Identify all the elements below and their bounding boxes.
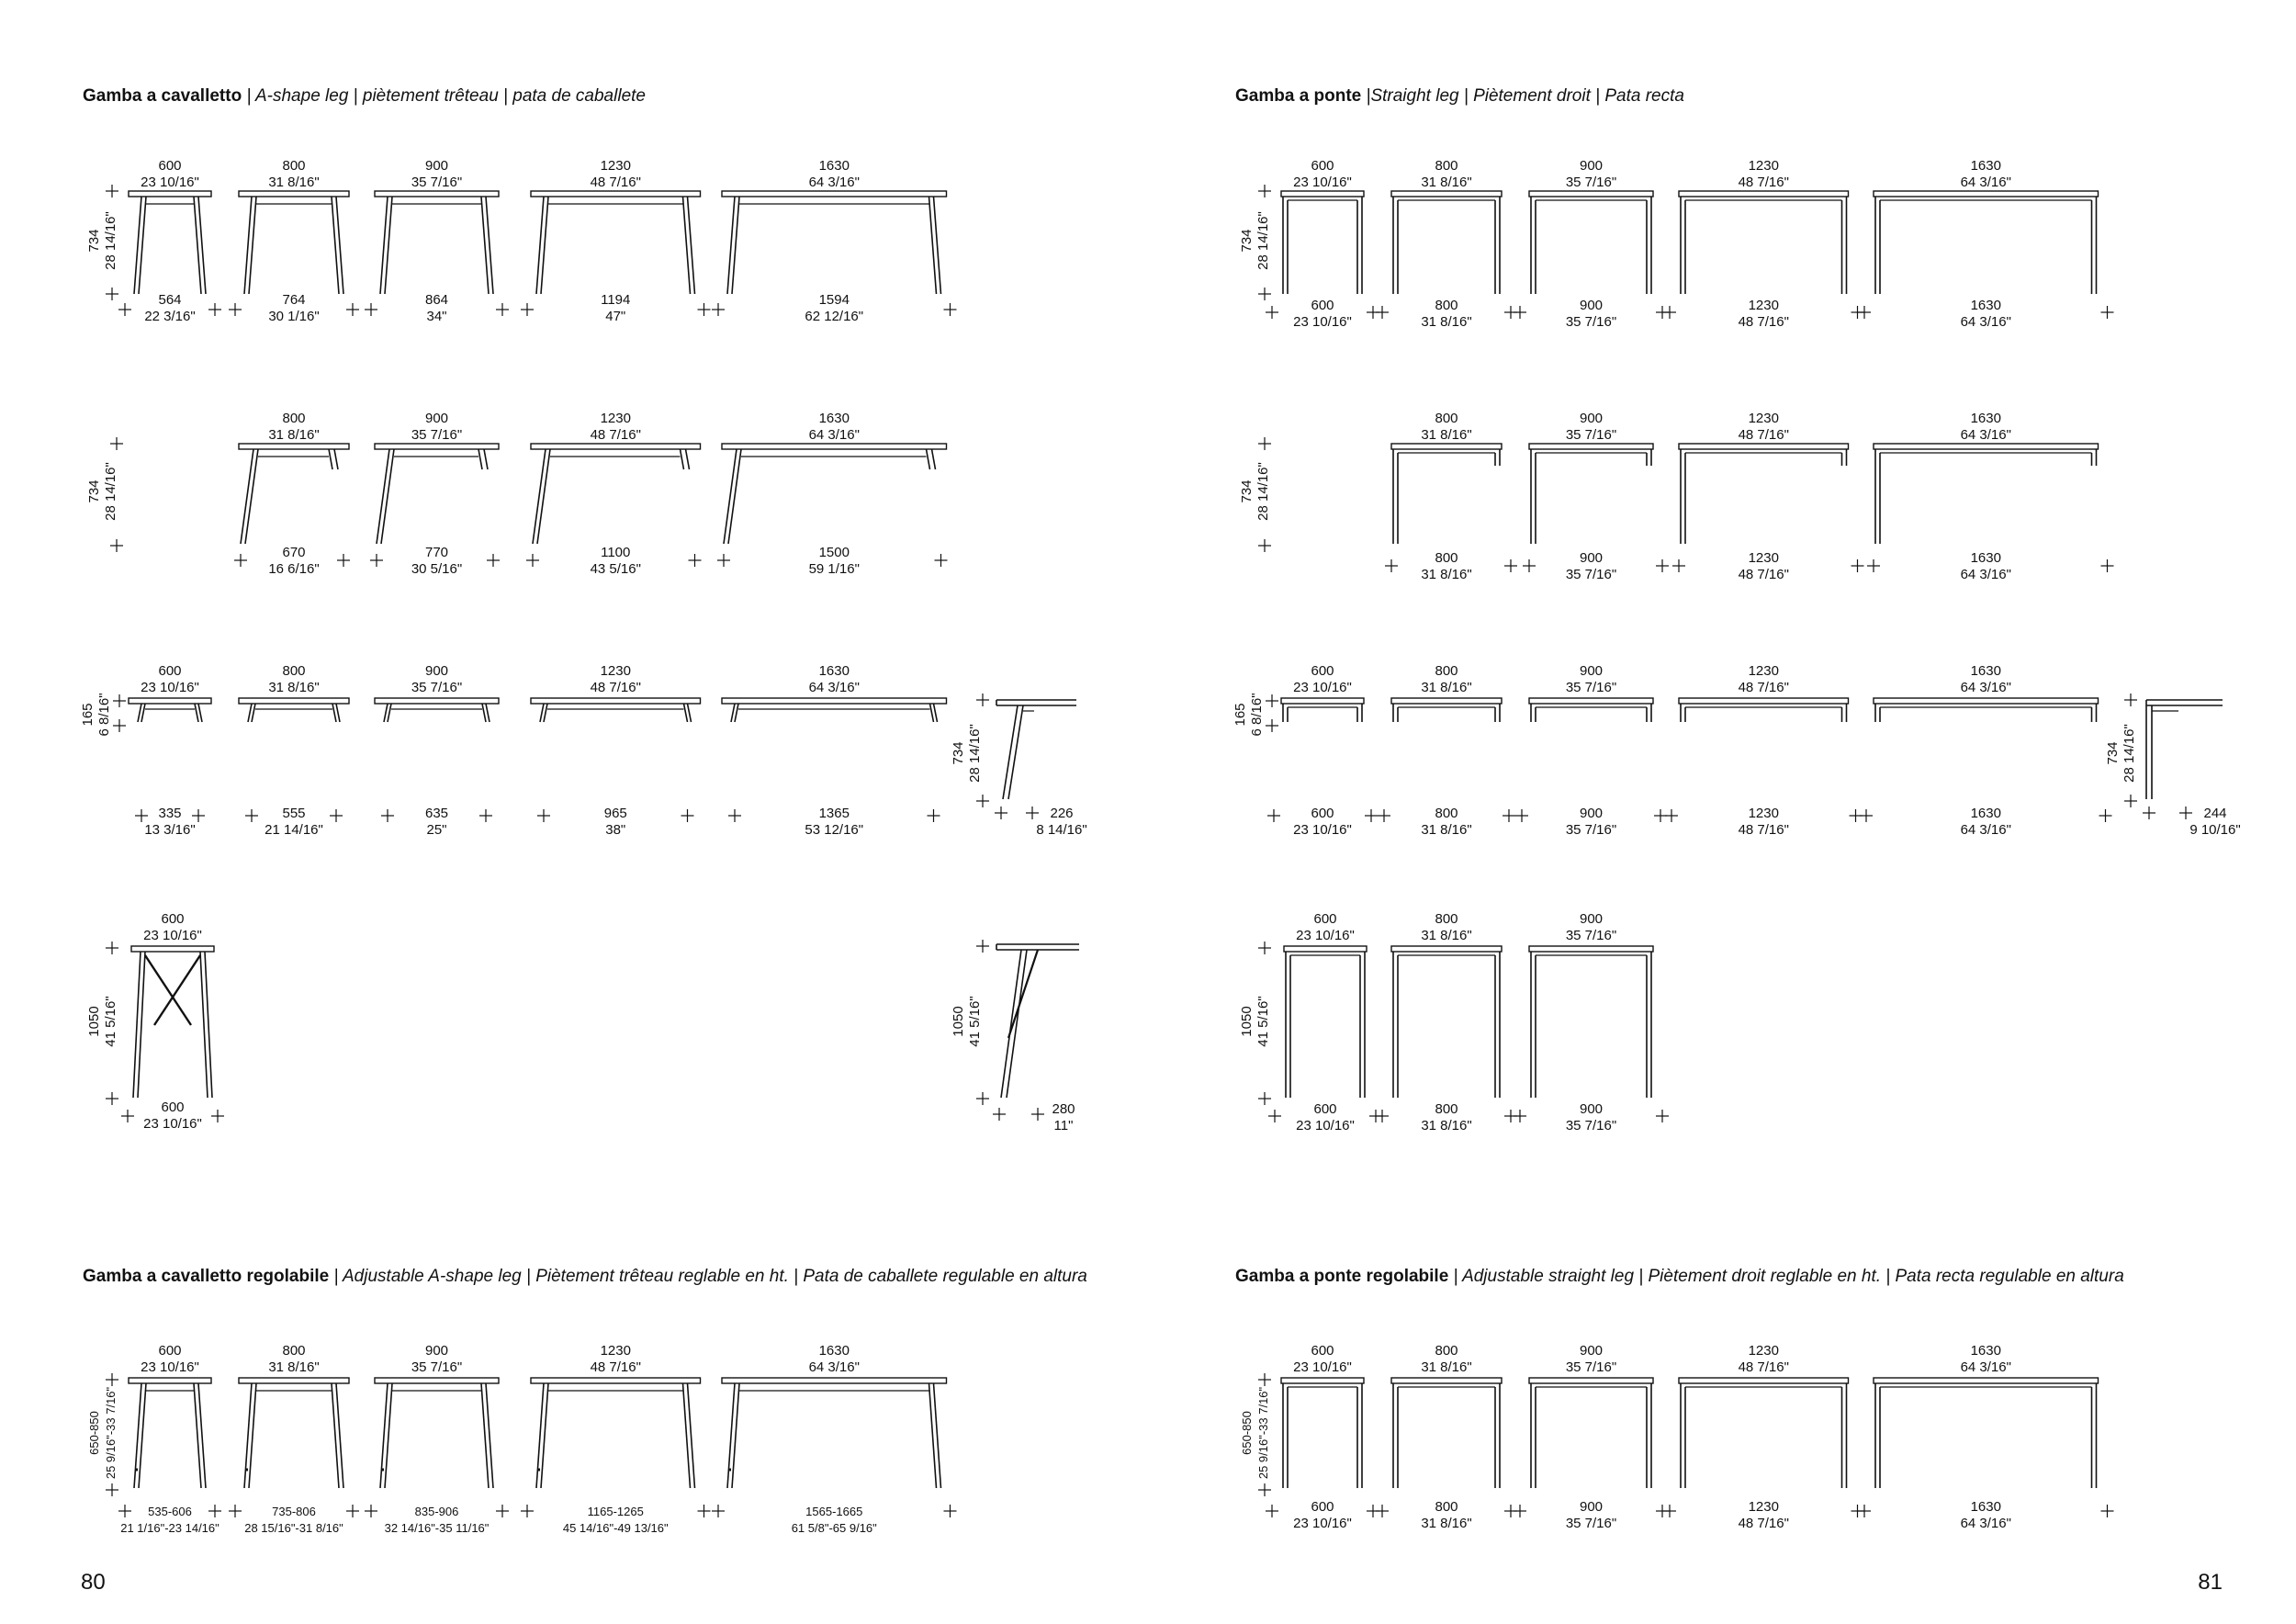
drawing-line bbox=[329, 449, 332, 469]
table-top bbox=[129, 191, 211, 197]
dimension-mm: 900 bbox=[1579, 911, 1604, 927]
dimension-mm: 600 bbox=[161, 1100, 185, 1115]
height-mm: 650-850 bbox=[1240, 1411, 1254, 1455]
dimension-mm: 1630 bbox=[818, 158, 850, 174]
dimension-inch: 62 12/16" bbox=[805, 309, 864, 324]
dimension-mm: 835-906 bbox=[414, 1505, 459, 1518]
dimension-mm: 764 bbox=[282, 292, 306, 308]
table-top bbox=[1679, 698, 1849, 704]
dimension-inch: 23 10/16" bbox=[1293, 1359, 1352, 1375]
dimension-mm: 1500 bbox=[818, 545, 850, 560]
dimension-mm: 800 bbox=[1435, 1343, 1458, 1359]
table-top bbox=[1391, 444, 1502, 449]
drawing-line bbox=[198, 704, 202, 722]
dimension-mm: 1230 bbox=[1748, 298, 1779, 313]
height-mm: 734 bbox=[1239, 479, 1255, 503]
dimension-mm: 600 bbox=[1311, 1499, 1334, 1515]
drawing-line bbox=[934, 704, 938, 722]
section-title-straight-adjustable bbox=[1235, 1267, 2124, 1286]
table-top bbox=[1874, 1378, 2099, 1383]
dimension-inch: 31 8/16" bbox=[1421, 822, 1472, 838]
dimension-inch: 43 5/16" bbox=[590, 561, 641, 577]
height-mm: 734 bbox=[86, 479, 102, 503]
dimension-inch: 59 1/16" bbox=[808, 561, 860, 577]
dimension-inch: 31 8/16" bbox=[1421, 1118, 1472, 1133]
dimension-inch: 61 5/8"-65 9/16" bbox=[791, 1521, 877, 1535]
dimension-inch: 64 3/16" bbox=[808, 1359, 860, 1375]
dimension-inch: 23 10/16" bbox=[1293, 314, 1352, 330]
dimension-inch: 23 10/16" bbox=[141, 680, 199, 695]
dimension-inch: 48 7/16" bbox=[1738, 1516, 1789, 1531]
dimension-mm: 1230 bbox=[600, 663, 631, 679]
dimension-mm: 1594 bbox=[818, 292, 850, 308]
table-top bbox=[239, 444, 349, 449]
dimension-mm: 1230 bbox=[600, 1343, 631, 1359]
dimension-inch: 64 3/16" bbox=[1960, 427, 2011, 443]
drawing-line bbox=[927, 449, 930, 469]
drawing-line bbox=[1007, 950, 1027, 1098]
dimension-inch: 45 14/16"-49 13/16" bbox=[562, 1521, 669, 1535]
dimension-mm: 864 bbox=[424, 292, 449, 308]
dimension-inch: 31 8/16" bbox=[1421, 175, 1472, 190]
dimension-inch: 35 7/16" bbox=[411, 1359, 463, 1375]
drawing-line bbox=[482, 704, 486, 722]
dimension-mm: 900 bbox=[1579, 1499, 1604, 1515]
drawing-line bbox=[686, 449, 690, 469]
drawing-line bbox=[334, 449, 338, 469]
table-top bbox=[531, 444, 701, 449]
title-bold: Gamba a cavalletto regolabile bbox=[83, 1267, 330, 1286]
dimension-inch: 48 7/16" bbox=[1738, 1359, 1789, 1375]
title-translations: | Adjustable straight leg | Piètement droit reglable en ht. | Pata recta regulable en altura bbox=[1448, 1267, 2124, 1286]
dimension-inch: 34" bbox=[426, 309, 447, 324]
dimension-mm: 600 bbox=[158, 663, 182, 679]
dimension-inch: 48 7/16" bbox=[1738, 567, 1789, 582]
table-top bbox=[1281, 191, 1364, 197]
table-top bbox=[531, 698, 701, 704]
height-mm: 650-850 bbox=[87, 1411, 101, 1455]
dimension-mm: 800 bbox=[1435, 911, 1458, 927]
dimension-inch: 35 7/16" bbox=[1565, 567, 1617, 582]
table-top bbox=[1391, 946, 1502, 952]
dimension-inch: 48 7/16" bbox=[1738, 680, 1789, 695]
table-top bbox=[129, 1378, 211, 1383]
dimension-mm: 800 bbox=[1435, 158, 1458, 174]
height-mm: 1050 bbox=[86, 1006, 102, 1037]
dimension-inch: 35 7/16" bbox=[1565, 427, 1617, 443]
drawing-line bbox=[1008, 950, 1038, 1038]
dimension-mm: 900 bbox=[1579, 1343, 1604, 1359]
dimension-mm: 1630 bbox=[1970, 298, 2001, 313]
dimension-mm: 226 bbox=[1050, 806, 1074, 821]
dimension-mm: 900 bbox=[424, 158, 449, 174]
dimension-mm: 800 bbox=[1435, 806, 1458, 821]
height-mm: 734 bbox=[2105, 741, 2121, 765]
dimension-inch: 30 5/16" bbox=[411, 561, 463, 577]
dimension-mm: 600 bbox=[1313, 911, 1337, 927]
drawing-line bbox=[484, 449, 488, 469]
height-inch: 41 5/16" bbox=[103, 996, 118, 1047]
dimension-mm: 1230 bbox=[1748, 550, 1779, 566]
dimension-inch: 31 8/16" bbox=[268, 1359, 320, 1375]
dimension-mm: 635 bbox=[424, 806, 449, 821]
table-top bbox=[1391, 1378, 1502, 1383]
dimension-inch: 64 3/16" bbox=[1960, 567, 2011, 582]
dimension-mm: 1630 bbox=[1970, 663, 2001, 679]
drawing-line bbox=[154, 955, 200, 1025]
dimension-inch: 48 7/16" bbox=[1738, 314, 1789, 330]
dimension-mm: 335 bbox=[158, 806, 182, 821]
table-top bbox=[239, 698, 349, 704]
dimension-mm: 900 bbox=[1579, 806, 1604, 821]
drawing-line bbox=[248, 704, 252, 722]
dimension-mm: 1230 bbox=[1748, 1343, 1779, 1359]
title-translations: | Adjustable A-shape leg | Piètement trêteau reglable en ht. | Pata de caballete regulable en altura bbox=[329, 1267, 1087, 1286]
dimension-mm: 900 bbox=[1579, 550, 1604, 566]
section-title-a-shape-adjustable bbox=[83, 1267, 1087, 1286]
dimension-mm: 1630 bbox=[1970, 411, 2001, 426]
drawing-line bbox=[252, 704, 255, 722]
height-inch: 6 8/16" bbox=[96, 693, 112, 737]
dimension-inch: 21 14/16" bbox=[264, 822, 323, 838]
height-mm: 734 bbox=[1239, 229, 1255, 253]
dimension-mm: 600 bbox=[158, 158, 182, 174]
dimension-inch: 31 8/16" bbox=[1421, 567, 1472, 582]
height-mm: 165 bbox=[80, 703, 96, 727]
dimension-mm: 800 bbox=[282, 663, 306, 679]
height-mm: 734 bbox=[951, 741, 966, 765]
dimension-mm: 800 bbox=[1435, 298, 1458, 313]
dimension-mm: 1230 bbox=[1748, 663, 1779, 679]
dimension-inch: 22 3/16" bbox=[144, 309, 196, 324]
dimension-inch: 23 10/16" bbox=[1293, 680, 1352, 695]
dimension-inch: 48 7/16" bbox=[1738, 175, 1789, 190]
drawing-line bbox=[1001, 950, 1021, 1098]
dimension-mm: 600 bbox=[161, 911, 185, 927]
table-top bbox=[131, 946, 214, 952]
dimension-mm: 735-806 bbox=[272, 1505, 316, 1518]
dimension-mm: 1194 bbox=[601, 292, 631, 308]
dimension-mm: 800 bbox=[282, 1343, 306, 1359]
drawing-line bbox=[930, 704, 934, 722]
table-top bbox=[1874, 444, 2099, 449]
dimension-mm: 1230 bbox=[600, 411, 631, 426]
dimension-inch: 31 8/16" bbox=[1421, 314, 1472, 330]
dimension-mm: 1230 bbox=[1748, 806, 1779, 821]
drawing-line bbox=[544, 704, 547, 722]
drawing-line bbox=[388, 704, 391, 722]
table-top bbox=[1391, 698, 1502, 704]
dimension-mm: 555 bbox=[282, 806, 306, 821]
dimension-mm: 800 bbox=[1435, 1101, 1458, 1117]
dimension-inch: 48 7/16" bbox=[1738, 822, 1789, 838]
drawing-line bbox=[540, 704, 544, 722]
drawing-line bbox=[141, 704, 145, 722]
dimension-mm: 1630 bbox=[818, 663, 850, 679]
dimension-inch: 64 3/16" bbox=[1960, 175, 2011, 190]
title-bold: Gamba a cavalletto bbox=[83, 86, 242, 106]
dimension-mm: 1565-1665 bbox=[805, 1505, 863, 1518]
dimension-inch: 31 8/16" bbox=[268, 427, 320, 443]
dimension-inch: 48 7/16" bbox=[590, 427, 641, 443]
dimension-mm: 244 bbox=[2203, 806, 2227, 821]
table-top bbox=[1529, 191, 1653, 197]
dimension-inch: 64 3/16" bbox=[808, 427, 860, 443]
title-bold: Gamba a ponte regolabile bbox=[1235, 1267, 1449, 1286]
dimension-inch: 9 10/16" bbox=[2189, 822, 2241, 838]
dimension-inch: 23 10/16" bbox=[1293, 822, 1352, 838]
table-top bbox=[722, 444, 947, 449]
dimension-mm: 800 bbox=[282, 158, 306, 174]
table-top bbox=[1874, 191, 2099, 197]
dimension-inch: 53 12/16" bbox=[805, 822, 864, 838]
dimension-inch: 64 3/16" bbox=[1960, 1516, 2011, 1531]
table-top bbox=[1679, 191, 1849, 197]
table-top bbox=[1874, 698, 2099, 704]
table-top bbox=[1281, 698, 1364, 704]
dimension-mm: 600 bbox=[1311, 806, 1334, 821]
height-mm: 734 bbox=[86, 229, 102, 253]
dimension-mm: 1630 bbox=[1970, 1343, 2001, 1359]
dimension-mm: 535-606 bbox=[148, 1505, 192, 1518]
height-inch: 28 14/16" bbox=[967, 724, 983, 783]
dimension-mm: 900 bbox=[1579, 1101, 1604, 1117]
dimension-mm: 1230 bbox=[1748, 158, 1779, 174]
dimension-inch: 31 8/16" bbox=[1421, 1516, 1472, 1531]
dimension-inch: 35 7/16" bbox=[1565, 1359, 1617, 1375]
height-inch: 28 14/16" bbox=[1255, 211, 1271, 270]
dimension-mm: 1165-1265 bbox=[587, 1505, 644, 1518]
drawing-line bbox=[684, 704, 688, 722]
height-inch: 28 14/16" bbox=[103, 462, 118, 521]
drawing-line bbox=[336, 704, 340, 722]
dimension-inch: 23 10/16" bbox=[143, 928, 202, 943]
drawing-line bbox=[731, 704, 735, 722]
table-top bbox=[722, 698, 947, 704]
dimension-inch: 64 3/16" bbox=[1960, 314, 2011, 330]
height-inch: 6 8/16" bbox=[1249, 693, 1265, 737]
title-bold: Gamba a ponte bbox=[1235, 86, 1362, 106]
dimension-mm: 800 bbox=[1435, 663, 1458, 679]
dimension-mm: 1630 bbox=[1970, 550, 2001, 566]
dimension-inch: 31 8/16" bbox=[1421, 1359, 1472, 1375]
dimension-mm: 1100 bbox=[601, 545, 631, 560]
dimension-mm: 1630 bbox=[1970, 806, 2001, 821]
dimension-mm: 1630 bbox=[1970, 1499, 2001, 1515]
table-top bbox=[1529, 1378, 1653, 1383]
dimension-inch: 25" bbox=[426, 822, 447, 838]
table-top bbox=[375, 191, 499, 197]
dimension-inch: 31 8/16" bbox=[268, 680, 320, 695]
table-top bbox=[375, 1378, 499, 1383]
dimension-mm: 600 bbox=[1313, 1101, 1337, 1117]
dimension-mm: 1230 bbox=[600, 158, 631, 174]
dimension-inch: 64 3/16" bbox=[808, 680, 860, 695]
dimension-inch: 21 1/16"-23 14/16" bbox=[120, 1521, 219, 1535]
dimension-mm: 600 bbox=[158, 1343, 182, 1359]
dimension-inch: 23 10/16" bbox=[143, 1116, 202, 1132]
table-top bbox=[531, 191, 701, 197]
dimension-mm: 600 bbox=[1311, 1343, 1334, 1359]
drawing-line bbox=[486, 704, 490, 722]
table-top bbox=[1284, 946, 1367, 952]
dimension-mm: 900 bbox=[1579, 158, 1604, 174]
dimension-inch: 23 10/16" bbox=[1296, 1118, 1355, 1133]
table-top bbox=[531, 1378, 701, 1383]
dimension-mm: 280 bbox=[1052, 1101, 1075, 1117]
height-inch: 25 9/16"-33 7/16" bbox=[1256, 1386, 1270, 1480]
dimension-inch: 23 10/16" bbox=[141, 175, 199, 190]
dimension-mm: 900 bbox=[424, 663, 449, 679]
dimension-mm: 800 bbox=[1435, 550, 1458, 566]
section-title-a-shape bbox=[83, 86, 646, 106]
dimension-inch: 38" bbox=[605, 822, 626, 838]
page-number-right: 81 bbox=[2198, 1570, 2223, 1595]
dimension-mm: 600 bbox=[1311, 298, 1334, 313]
drawing-line bbox=[735, 704, 738, 722]
table-top bbox=[239, 1378, 349, 1383]
dimension-mm: 900 bbox=[424, 1343, 449, 1359]
height-inch: 41 5/16" bbox=[967, 996, 983, 1047]
dimension-inch: 35 7/16" bbox=[1565, 822, 1617, 838]
dimension-mm: 900 bbox=[424, 411, 449, 426]
page-number-left: 80 bbox=[81, 1570, 106, 1595]
height-inch: 28 14/16" bbox=[103, 211, 118, 270]
drawing-line bbox=[478, 449, 482, 469]
drawing-line bbox=[681, 449, 684, 469]
dimension-inch: 16 6/16" bbox=[268, 561, 320, 577]
drawing-line bbox=[688, 704, 692, 722]
dimension-mm: 1630 bbox=[818, 1343, 850, 1359]
height-inch: 25 9/16"-33 7/16" bbox=[104, 1386, 118, 1480]
dimension-mm: 800 bbox=[1435, 411, 1458, 426]
dimension-inch: 13 3/16" bbox=[144, 822, 196, 838]
dimension-inch: 47" bbox=[605, 309, 626, 324]
dimension-mm: 1630 bbox=[818, 411, 850, 426]
dimension-inch: 31 8/16" bbox=[1421, 928, 1472, 943]
dimension-mm: 900 bbox=[1579, 663, 1604, 679]
dimension-inch: 35 7/16" bbox=[411, 175, 463, 190]
drawing-line bbox=[145, 955, 191, 1025]
drawing-line bbox=[932, 449, 936, 469]
title-translations: | A-shape leg | piètement trêteau | pata de caballete bbox=[242, 86, 646, 106]
drawing-line bbox=[195, 704, 198, 722]
dimension-mm: 800 bbox=[1435, 1499, 1458, 1515]
height-mm: 1050 bbox=[1239, 1006, 1255, 1037]
dimension-inch: 23 10/16" bbox=[1293, 1516, 1352, 1531]
dimension-inch: 35 7/16" bbox=[1565, 928, 1617, 943]
dimension-inch: 30 1/16" bbox=[268, 309, 320, 324]
table-top bbox=[375, 698, 499, 704]
table-top bbox=[1391, 191, 1502, 197]
dimension-inch: 23 10/16" bbox=[1293, 175, 1352, 190]
table-top bbox=[129, 698, 211, 704]
dimension-inch: 35 7/16" bbox=[1565, 1118, 1617, 1133]
table-top bbox=[722, 191, 947, 197]
table-top bbox=[1529, 946, 1653, 952]
dimension-inch: 11" bbox=[1053, 1118, 1074, 1133]
dimension-mm: 564 bbox=[158, 292, 182, 308]
table-top bbox=[375, 444, 499, 449]
drawing-line bbox=[384, 704, 388, 722]
dimension-inch: 48 7/16" bbox=[590, 1359, 641, 1375]
dimension-mm: 600 bbox=[1311, 663, 1334, 679]
dimension-mm: 1230 bbox=[1748, 411, 1779, 426]
dimension-inch: 23 10/16" bbox=[1296, 928, 1355, 943]
dimension-inch: 64 3/16" bbox=[1960, 680, 2011, 695]
dimension-mm: 770 bbox=[424, 545, 449, 560]
dimension-inch: 8 14/16" bbox=[1036, 822, 1087, 838]
table-top bbox=[1529, 698, 1653, 704]
dimension-mm: 1630 bbox=[1970, 158, 2001, 174]
dimension-inch: 48 7/16" bbox=[590, 680, 641, 695]
dimension-inch: 64 3/16" bbox=[1960, 1359, 2011, 1375]
dimension-inch: 31 8/16" bbox=[1421, 680, 1472, 695]
dimension-inch: 48 7/16" bbox=[590, 175, 641, 190]
dimension-mm: 900 bbox=[1579, 411, 1604, 426]
table-top bbox=[239, 191, 349, 197]
table-top bbox=[1529, 444, 1653, 449]
dimension-inch: 23 10/16" bbox=[141, 1359, 199, 1375]
dimension-inch: 64 3/16" bbox=[808, 175, 860, 190]
dimension-inch: 35 7/16" bbox=[1565, 680, 1617, 695]
dimension-mm: 600 bbox=[1311, 158, 1334, 174]
table-top bbox=[1679, 444, 1849, 449]
dimension-inch: 28 15/16"-31 8/16" bbox=[244, 1521, 343, 1535]
dimension-inch: 48 7/16" bbox=[1738, 427, 1789, 443]
dimension-inch: 31 8/16" bbox=[268, 175, 320, 190]
dimension-mm: 900 bbox=[1579, 298, 1604, 313]
table-top bbox=[1281, 1378, 1364, 1383]
height-inch: 41 5/16" bbox=[1255, 996, 1271, 1047]
dimension-inch: 32 14/16"-35 11/16" bbox=[384, 1521, 490, 1535]
height-inch: 28 14/16" bbox=[2122, 724, 2137, 783]
dimension-inch: 35 7/16" bbox=[1565, 314, 1617, 330]
height-mm: 1050 bbox=[951, 1006, 966, 1037]
dimension-mm: 1230 bbox=[1748, 1499, 1779, 1515]
dimension-inch: 35 7/16" bbox=[411, 427, 463, 443]
drawing-line bbox=[138, 704, 141, 722]
drawing-line bbox=[332, 704, 336, 722]
table-top bbox=[722, 1378, 947, 1383]
dimension-mm: 1365 bbox=[818, 806, 850, 821]
dimension-mm: 965 bbox=[603, 806, 627, 821]
dimension-inch: 35 7/16" bbox=[1565, 1516, 1617, 1531]
dimension-inch: 35 7/16" bbox=[1565, 175, 1617, 190]
table-top bbox=[1679, 1378, 1849, 1383]
title-translations: |Straight leg | Piètement droit | Pata recta bbox=[1361, 86, 1684, 106]
section-title-straight bbox=[1235, 86, 1684, 106]
dimension-inch: 64 3/16" bbox=[1960, 822, 2011, 838]
dimension-inch: 31 8/16" bbox=[1421, 427, 1472, 443]
dimension-inch: 35 7/16" bbox=[411, 680, 463, 695]
dimension-mm: 670 bbox=[282, 545, 306, 560]
dimension-mm: 800 bbox=[282, 411, 306, 426]
height-mm: 165 bbox=[1232, 703, 1248, 727]
height-inch: 28 14/16" bbox=[1255, 462, 1271, 521]
